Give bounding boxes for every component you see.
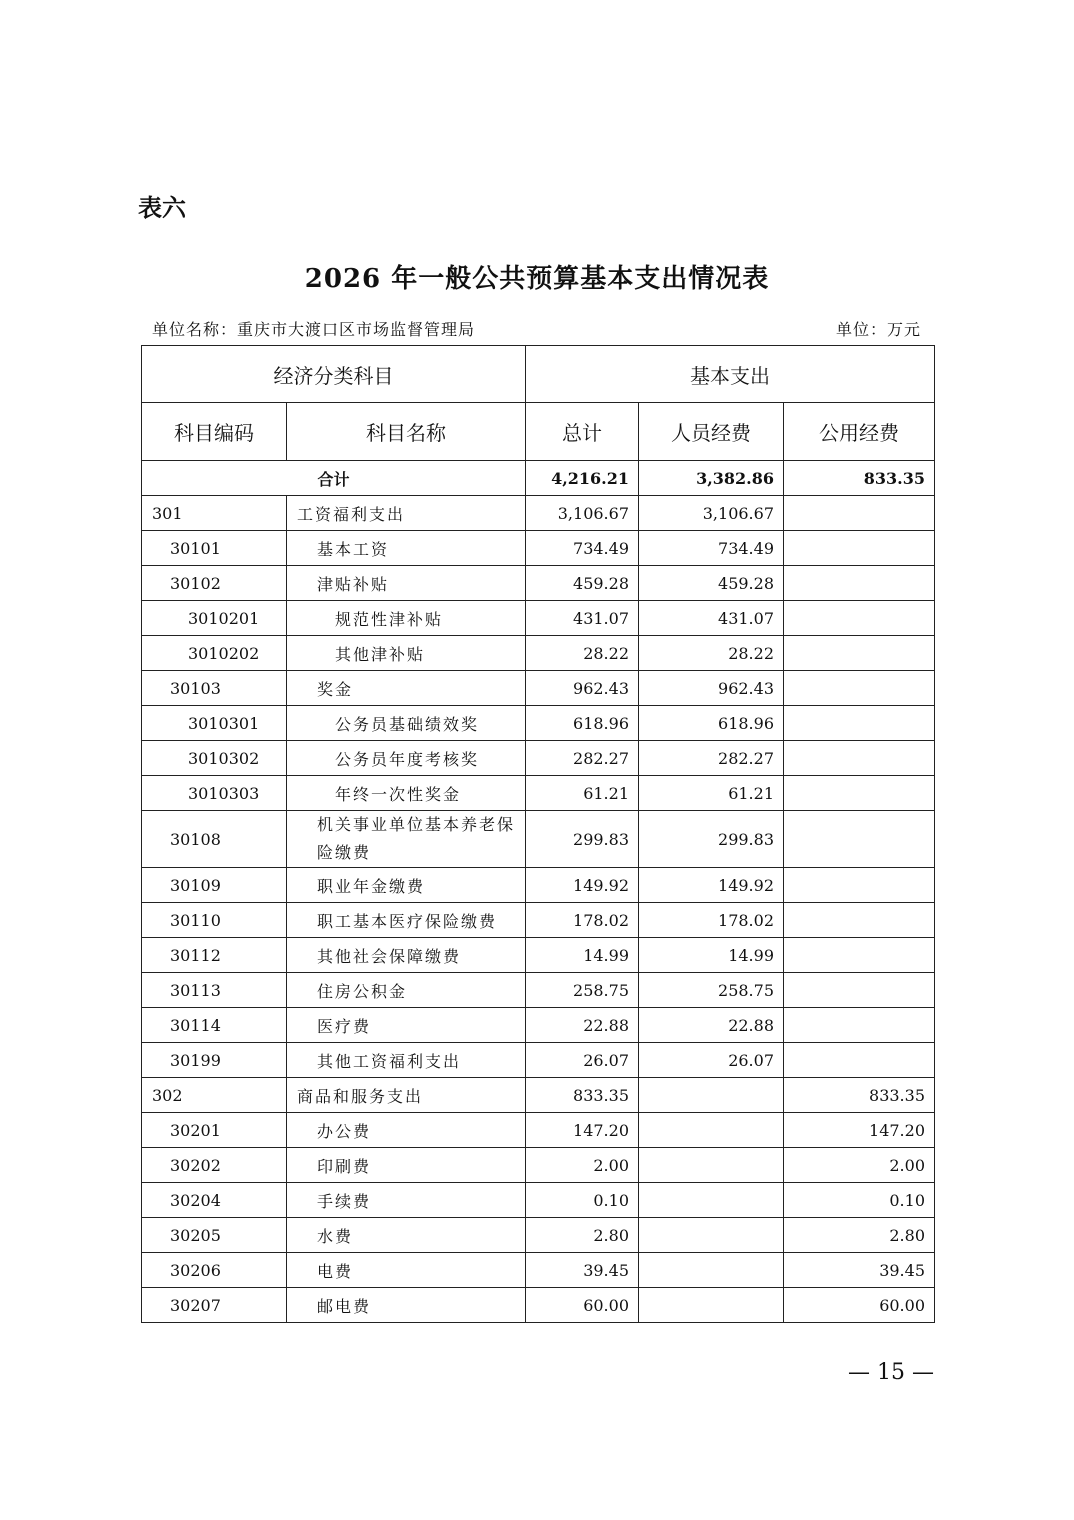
row-total: 258.75 (526, 973, 639, 1008)
row-public: 0.10 (784, 1183, 935, 1218)
row-personnel (639, 1218, 784, 1253)
row-total: 178.02 (526, 903, 639, 938)
table-row (142, 671, 935, 706)
row-name: 工资福利支出 (287, 496, 526, 531)
row-public (784, 868, 935, 903)
row-public (784, 776, 935, 811)
total-label: 合计 (142, 461, 526, 496)
row-total: 60.00 (526, 1288, 639, 1323)
row-code: 30207 (142, 1288, 287, 1323)
row-total: 2.00 (526, 1148, 639, 1183)
total-row (142, 461, 935, 496)
table-row (142, 1078, 935, 1113)
row-name: 津贴补贴 (287, 566, 526, 601)
row-personnel: 962.43 (639, 671, 784, 706)
row-public: 2.00 (784, 1148, 935, 1183)
row-name: 年终一次性奖金 (287, 776, 526, 811)
table-row (142, 601, 935, 636)
table-row (142, 868, 935, 903)
unit-name: 单位名称：重庆市大渡口区市场监督管理局 (152, 320, 476, 339)
row-public (784, 566, 935, 601)
row-total: 26.07 (526, 1043, 639, 1078)
table-label: 表六 (138, 194, 186, 222)
table-row (142, 1113, 935, 1148)
row-personnel: 431.07 (639, 601, 784, 636)
table-row (142, 811, 935, 868)
row-name: 办公费 (287, 1113, 526, 1148)
row-total: 734.49 (526, 531, 639, 566)
row-name: 公务员年度考核奖 (287, 741, 526, 776)
table-row (142, 1218, 935, 1253)
row-total: 962.43 (526, 671, 639, 706)
row-public (784, 811, 935, 868)
row-public (784, 496, 935, 531)
row-code: 30202 (142, 1148, 287, 1183)
row-name: 奖金 (287, 671, 526, 706)
row-public (784, 903, 935, 938)
row-code: 30204 (142, 1183, 287, 1218)
row-name: 规范性津补贴 (287, 601, 526, 636)
row-name: 基本工资 (287, 531, 526, 566)
row-personnel: 3,106.67 (639, 496, 784, 531)
row-personnel: 459.28 (639, 566, 784, 601)
row-personnel: 149.92 (639, 868, 784, 903)
row-personnel: 282.27 (639, 741, 784, 776)
table-row (142, 496, 935, 531)
row-code: 30109 (142, 868, 287, 903)
row-code: 30103 (142, 671, 287, 706)
row-total: 0.10 (526, 1183, 639, 1218)
row-name: 机关事业单位基本养老保险缴费 (287, 811, 526, 868)
row-personnel: 22.88 (639, 1008, 784, 1043)
table-row (142, 973, 935, 1008)
column-header-public: 公用经费 (784, 403, 935, 461)
row-name: 其他津补贴 (287, 636, 526, 671)
column-header-code: 科目编码 (142, 403, 287, 461)
row-name: 印刷费 (287, 1148, 526, 1183)
row-code: 3010302 (142, 741, 287, 776)
row-name: 水费 (287, 1218, 526, 1253)
row-personnel: 258.75 (639, 973, 784, 1008)
row-name: 住房公积金 (287, 973, 526, 1008)
table-row (142, 1183, 935, 1218)
column-header-personnel: 人员经费 (639, 403, 784, 461)
row-personnel: 299.83 (639, 811, 784, 868)
column-header-total: 总计 (526, 403, 639, 461)
row-public (784, 1043, 935, 1078)
row-name: 其他工资福利支出 (287, 1043, 526, 1078)
table-row (142, 706, 935, 741)
table-row (142, 903, 935, 938)
row-personnel (639, 1253, 784, 1288)
page-number: — 15 — (848, 1360, 934, 1385)
row-code: 30199 (142, 1043, 287, 1078)
row-public (784, 938, 935, 973)
row-total: 149.92 (526, 868, 639, 903)
row-code: 30114 (142, 1008, 287, 1043)
row-public: 60.00 (784, 1288, 935, 1323)
row-name: 电费 (287, 1253, 526, 1288)
row-personnel: 26.07 (639, 1043, 784, 1078)
row-name: 其他社会保障缴费 (287, 938, 526, 973)
row-code: 30102 (142, 566, 287, 601)
table-row (142, 1008, 935, 1043)
table-row (142, 531, 935, 566)
row-name: 邮电费 (287, 1288, 526, 1323)
row-public (784, 706, 935, 741)
budget-table (141, 345, 935, 1323)
header-economic-classification: 经济分类科目 (142, 346, 526, 403)
row-code: 30101 (142, 531, 287, 566)
row-code: 30201 (142, 1113, 287, 1148)
row-name: 职业年金缴费 (287, 868, 526, 903)
row-total: 14.99 (526, 938, 639, 973)
row-total: 39.45 (526, 1253, 639, 1288)
row-public (784, 636, 935, 671)
row-personnel: 61.21 (639, 776, 784, 811)
column-header-name: 科目名称 (287, 403, 526, 461)
row-total: 22.88 (526, 1008, 639, 1043)
row-total: 2.80 (526, 1218, 639, 1253)
total-public: 833.35 (784, 461, 935, 496)
header-column-row (142, 403, 935, 461)
header-group-row (142, 346, 935, 403)
row-personnel: 178.02 (639, 903, 784, 938)
table-row (142, 566, 935, 601)
row-personnel (639, 1288, 784, 1323)
row-personnel (639, 1113, 784, 1148)
row-public (784, 1008, 935, 1043)
row-code: 302 (142, 1078, 287, 1113)
table-row (142, 1253, 935, 1288)
row-personnel: 734.49 (639, 531, 784, 566)
row-code: 30108 (142, 811, 287, 868)
row-code: 3010201 (142, 601, 287, 636)
row-code: 3010202 (142, 636, 287, 671)
row-code: 3010303 (142, 776, 287, 811)
row-name: 商品和服务支出 (287, 1078, 526, 1113)
row-code: 30110 (142, 903, 287, 938)
row-public (784, 671, 935, 706)
row-total: 61.21 (526, 776, 639, 811)
table-row (142, 1148, 935, 1183)
total-sum: 4,216.21 (526, 461, 639, 496)
table-row (142, 636, 935, 671)
row-personnel: 14.99 (639, 938, 784, 973)
table-row (142, 1043, 935, 1078)
row-total: 3,106.67 (526, 496, 639, 531)
row-total: 299.83 (526, 811, 639, 868)
row-public (784, 973, 935, 1008)
row-public: 2.80 (784, 1218, 935, 1253)
row-total: 618.96 (526, 706, 639, 741)
row-code: 30113 (142, 973, 287, 1008)
row-code: 3010301 (142, 706, 287, 741)
row-code: 30112 (142, 938, 287, 973)
row-public (784, 741, 935, 776)
row-personnel (639, 1078, 784, 1113)
row-code: 30206 (142, 1253, 287, 1288)
row-total: 28.22 (526, 636, 639, 671)
row-name: 医疗费 (287, 1008, 526, 1043)
table-row (142, 1288, 935, 1323)
table-row (142, 938, 935, 973)
row-code: 301 (142, 496, 287, 531)
row-total: 282.27 (526, 741, 639, 776)
table-row (142, 741, 935, 776)
row-code: 30205 (142, 1218, 287, 1253)
header-basic-expenditure: 基本支出 (526, 346, 935, 403)
row-total: 459.28 (526, 566, 639, 601)
row-public (784, 601, 935, 636)
row-public: 833.35 (784, 1078, 935, 1113)
page-title: 2026 年一般公共预算基本支出情况表 (304, 264, 770, 294)
row-name: 手续费 (287, 1183, 526, 1218)
row-total: 431.07 (526, 601, 639, 636)
row-public (784, 531, 935, 566)
row-name: 公务员基础绩效奖 (287, 706, 526, 741)
row-personnel: 618.96 (639, 706, 784, 741)
row-total: 833.35 (526, 1078, 639, 1113)
unit-label: 单位：万元 (836, 320, 922, 339)
table-row (142, 776, 935, 811)
total-personnel: 3,382.86 (639, 461, 784, 496)
row-personnel (639, 1183, 784, 1218)
row-name: 职工基本医疗保险缴费 (287, 903, 526, 938)
row-public: 39.45 (784, 1253, 935, 1288)
row-public: 147.20 (784, 1113, 935, 1148)
row-personnel (639, 1148, 784, 1183)
row-total: 147.20 (526, 1113, 639, 1148)
row-personnel: 28.22 (639, 636, 784, 671)
